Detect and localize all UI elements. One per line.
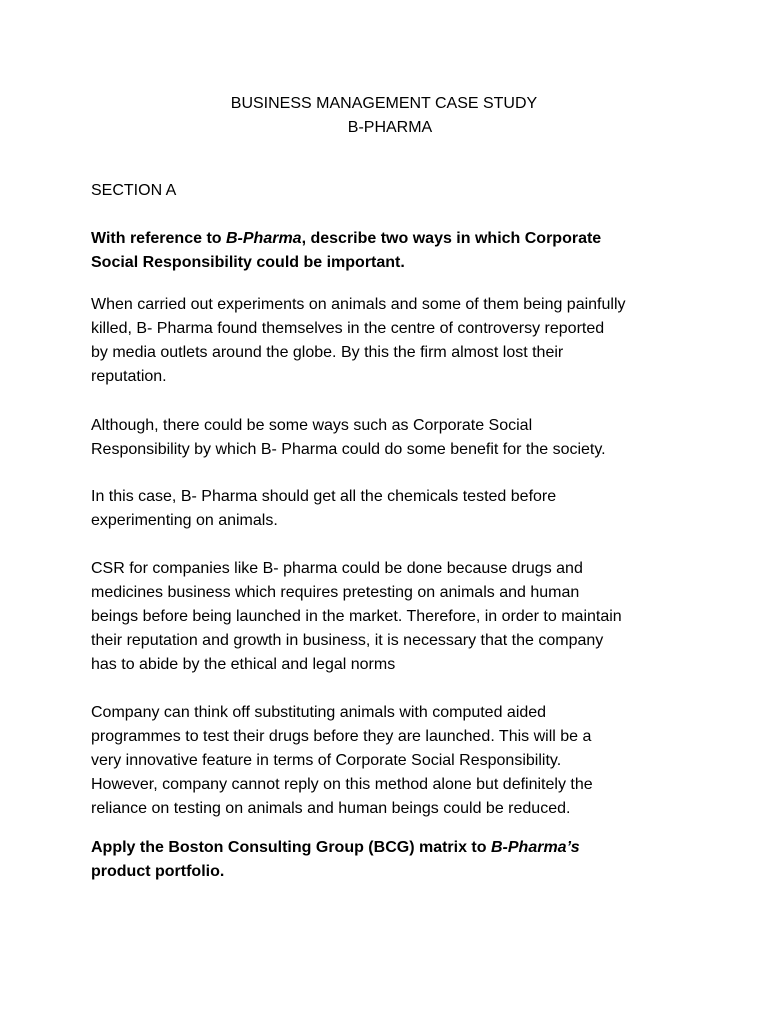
question-2-company: B-Pharma’s: [490, 839, 580, 856]
document-title: BUSINESS MANAGEMENT CASE STUDY: [230, 95, 538, 112]
question-1-company: B-Pharma: [226, 230, 302, 247]
question-1: [91, 227, 691, 275]
question-2-line-2: product portfolio.: [91, 863, 225, 880]
question-1-pre: With reference to: [91, 230, 226, 247]
paragraph-line: reliance on testing on animals and human beings could be reduced.: [91, 800, 571, 817]
paragraph-line: medicines business which requires pretesting on animals and human: [91, 584, 580, 601]
section-heading: [91, 179, 691, 203]
paragraph-5: [91, 701, 691, 821]
paragraph-line: beings before being launched in the market. Therefore, in order to maintain: [91, 608, 622, 625]
paragraph-line: However, company cannot reply on this method alone but definitely the: [91, 776, 593, 793]
question-2-pre: Apply the Boston Consulting Group (BCG) matrix to: [91, 839, 491, 856]
paragraph-line: In this case, B- Pharma should get all the chemicals tested before: [91, 488, 557, 505]
paragraph-line: Although, there could be some ways such as Corporate Social: [91, 417, 533, 434]
paragraph-line: killed, B- Pharma found themselves in the centre of controversy reported: [91, 320, 605, 337]
paragraph-4: [91, 557, 691, 677]
paragraph-line: very innovative feature in terms of Corporate Social Responsibility.: [91, 752, 562, 769]
document-subtitle: B-PHARMA: [347, 119, 433, 136]
paragraph-line: their reputation and growth in business, it is necessary that the company: [91, 632, 604, 649]
paragraph-line: When carried out experiments on animals and some of them being painfully: [91, 296, 626, 313]
question-1-post: , describe two ways in which Corporate: [301, 230, 602, 247]
paragraph-line: CSR for companies like B- pharma could be done because drugs and: [91, 560, 583, 577]
paragraph-line: has to abide by the ethical and legal norms: [91, 656, 396, 673]
paragraph-line: programmes to test their drugs before they are launched. This will be a: [91, 728, 592, 745]
paragraph-1: [91, 293, 691, 389]
question-2-line-1: [91, 836, 691, 860]
question-1-line-2: Social Responsibility could be important.: [91, 254, 405, 271]
question-1-line-1: [91, 227, 691, 251]
paragraph-line: experimenting on animals.: [91, 512, 278, 529]
paragraph-line: by media outlets around the globe. By this the firm almost lost their: [91, 344, 564, 361]
paragraph-line: reputation.: [91, 368, 167, 385]
paragraph-line: Company can think off substituting animals with computed aided: [91, 704, 547, 721]
paragraph-2: [91, 414, 691, 462]
paragraph-3: [91, 485, 691, 533]
question-2: [91, 836, 691, 884]
paragraph-line: Responsibility by which B- Pharma could do some benefit for the society.: [91, 441, 606, 458]
section-heading-text: SECTION A: [91, 182, 177, 199]
